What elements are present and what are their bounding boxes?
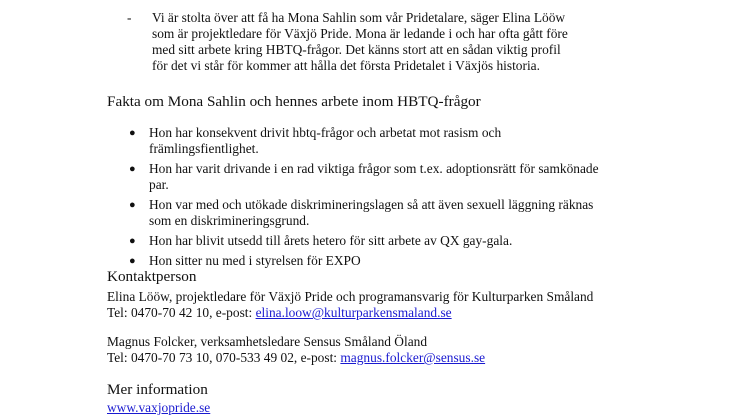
contact-heading: Kontaktperson bbox=[107, 268, 197, 285]
bullet-icon: ● bbox=[129, 199, 136, 211]
list-item: ● Hon har blivit utsedd till årets hetero för sitt arbete av QX gay-gala. bbox=[129, 233, 513, 248]
list-item: ● Hon har konsekvent drivit hbtq-frågor och arbetat mot rasism och främlingsfientlighet. bbox=[129, 125, 502, 156]
list-item: ● Hon var med och utökade diskrimineringslagen så att även sexuell läggning räknas som en diskrimineringsgrund. bbox=[129, 197, 594, 228]
more-info-heading: Mer information bbox=[107, 381, 208, 398]
list-item: ● Hon har varit drivande i en rad viktiga frågor som t.ex. adoptionsrätt för samkönade par. bbox=[129, 161, 599, 192]
list-item: ● Hon sitter nu med i styrelsen för EXPO bbox=[129, 253, 361, 268]
email-link-2[interactable]: magnus.folcker@sensus.se bbox=[340, 350, 486, 365]
bullet-icon: ● bbox=[129, 255, 136, 267]
contact-person-1: Elina Lööw, projektledare för Växjö Pride och programansvarig för Kulturparken Småland bbox=[107, 289, 594, 304]
bullet-icon: ● bbox=[129, 127, 136, 139]
bullet-icon: ● bbox=[129, 235, 136, 247]
quote-paragraph: Vi är stolta över att få ha Mona Sahlin som vår Pridetalare, säger Elina Lööw som är projektledare för Växjö Pride. Mona är ledande i och har ofta gått före med sitt arbete kring HBTQ-frågor. Det känns stort att en sådan viktig profil för det vi står för kommer att hålla det första Pridetalet i Växjös historia. bbox=[152, 10, 568, 73]
email-link-1[interactable]: elina.loow@kulturparkensmaland.se bbox=[255, 305, 452, 320]
website-link[interactable]: www.vaxjopride.se bbox=[107, 400, 211, 415]
contact-person-2-phone: Tel: 0470-70 73 10, 070-533 49 02, e-post: magnus.folcker@sensus.se bbox=[107, 350, 486, 365]
facts-heading: Fakta om Mona Sahlin och hennes arbete inom HBTQ-frågor bbox=[107, 93, 481, 110]
facts-list bbox=[129, 125, 609, 273]
quote-dash: - bbox=[127, 10, 132, 25]
contact-person-1-phone: Tel: 0470-70 42 10, e-post: elina.loow@kulturparkensmaland.se bbox=[107, 305, 452, 320]
bullet-icon: ● bbox=[129, 163, 136, 175]
website-line bbox=[107, 400, 210, 416]
contact-person-2: Magnus Folcker, verksamhetsledare Sensus Småland Öland bbox=[107, 334, 428, 349]
